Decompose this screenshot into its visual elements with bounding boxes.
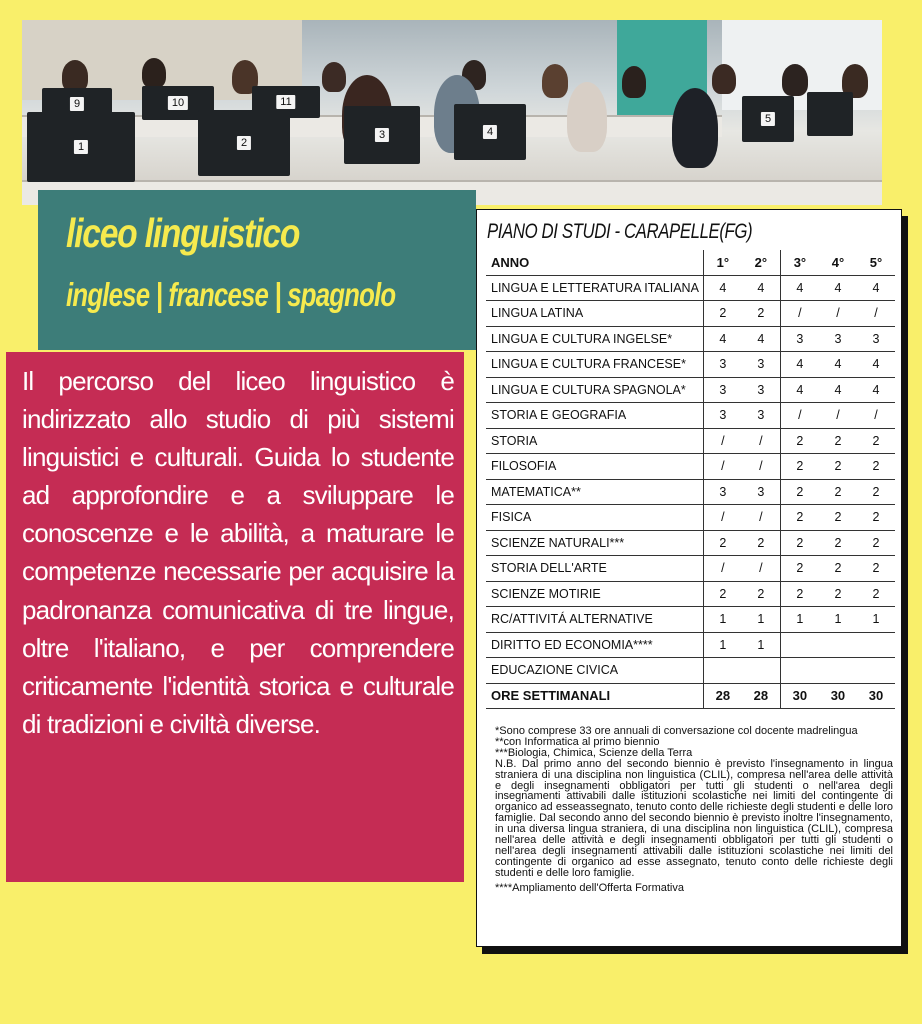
hours-cell: 1 (857, 607, 895, 633)
subject-cell: FILOSOFIA (486, 454, 703, 480)
hours-cell (819, 632, 857, 658)
photo-student (142, 58, 166, 88)
table-row (486, 658, 895, 684)
hours-cell: 3 (703, 352, 742, 378)
hours-cell: 2 (819, 479, 857, 505)
hours-cell: 2 (857, 428, 895, 454)
hours-cell: 2 (780, 454, 819, 480)
hours-cell: 4 (857, 275, 895, 301)
hours-cell: / (703, 505, 742, 531)
note: *Sono comprese 33 ore annuali di conversazione col docente madrelingua (495, 725, 858, 737)
note: ****Ampliamento dell'Offerta Formativa (495, 881, 684, 894)
hours-cell: / (742, 428, 781, 454)
hours-cell: 2 (780, 581, 819, 607)
hours-cell: / (857, 403, 895, 429)
photo-monitor: 4 (454, 104, 526, 160)
table-row (486, 530, 895, 556)
header-cell: 5° (857, 250, 895, 275)
hours-cell: 2 (742, 581, 781, 607)
photo-student (322, 62, 346, 92)
hours-cell: 2 (742, 530, 781, 556)
photo-student (712, 64, 736, 94)
hours-cell: 2 (819, 505, 857, 531)
table-row (486, 581, 895, 607)
hours-cell: 2 (857, 479, 895, 505)
hours-cell: 2 (857, 505, 895, 531)
hours-cell: / (742, 454, 781, 480)
photo-monitor: 1 (27, 112, 135, 182)
study-plan-card (476, 209, 902, 947)
hours-cell: 4 (819, 352, 857, 378)
hours-cell: / (703, 454, 742, 480)
hours-cell (742, 658, 781, 684)
hours-cell (819, 658, 857, 684)
note: **con Informatica al primo biennio (495, 735, 660, 748)
hours-cell: / (742, 556, 781, 582)
photo-monitor: 11 (252, 86, 320, 118)
hours-cell: 4 (703, 275, 742, 301)
description-box (6, 352, 464, 882)
table-row (486, 403, 895, 429)
hours-cell: / (857, 301, 895, 327)
total-cell: 30 (819, 683, 857, 709)
title-box (38, 190, 476, 350)
table-row (486, 377, 895, 403)
hours-cell: 4 (780, 352, 819, 378)
hours-cell: 4 (780, 275, 819, 301)
hours-cell: 4 (819, 275, 857, 301)
subject-cell: STORIA E GEOGRAFIA (486, 403, 703, 429)
classroom-photo (22, 20, 882, 205)
photo-student (672, 88, 718, 168)
photo-student (622, 66, 646, 98)
subject-cell: LINGUA E CULTURA INGELSE* (486, 326, 703, 352)
hours-cell: 2 (703, 301, 742, 327)
hours-cell: 4 (780, 377, 819, 403)
table-row (486, 479, 895, 505)
subject-cell: SCIENZE NATURALI*** (486, 530, 703, 556)
hours-cell: 2 (780, 556, 819, 582)
hours-cell: 3 (742, 352, 781, 378)
note: ***Biologia, Chimica, Scienze della Terra (495, 746, 693, 759)
total-cell: 28 (742, 683, 781, 709)
hours-cell: 3 (742, 377, 781, 403)
page-subtitle: inglese | francese | spagnolo (66, 276, 396, 313)
hours-cell: / (819, 301, 857, 327)
hours-cell: 2 (819, 454, 857, 480)
table-header-row (486, 250, 895, 275)
table-row (486, 505, 895, 531)
subject-cell: STORIA DELL'ARTE (486, 556, 703, 582)
hours-cell: / (742, 505, 781, 531)
hours-cell: 1 (742, 632, 781, 658)
hours-cell: 3 (742, 403, 781, 429)
hours-cell: / (819, 403, 857, 429)
subject-cell: LINGUA E CULTURA SPAGNOLA* (486, 377, 703, 403)
hours-cell: 4 (742, 275, 781, 301)
hours-cell: 2 (780, 530, 819, 556)
table-row (486, 275, 895, 301)
hours-cell: 4 (819, 377, 857, 403)
subject-cell: MATEMATICA** (486, 479, 703, 505)
hours-cell: 2 (780, 505, 819, 531)
subject-cell: LINGUA E LETTERATURA ITALIANA (486, 275, 703, 301)
photo-student (782, 64, 808, 96)
hours-cell (857, 632, 895, 658)
hours-cell: 1 (780, 607, 819, 633)
hours-cell: 2 (780, 479, 819, 505)
study-plan-table (486, 250, 895, 709)
hours-cell: 4 (703, 326, 742, 352)
hours-cell (857, 658, 895, 684)
photo-monitor: 3 (344, 106, 420, 164)
header-cell: 3° (780, 250, 819, 275)
photo-student (542, 64, 568, 98)
header-cell: 4° (819, 250, 857, 275)
header-cell: 2° (742, 250, 781, 275)
hours-cell: 4 (857, 377, 895, 403)
subject-cell: DIRITTO ED ECONOMIA**** (486, 632, 703, 658)
total-cell: 30 (780, 683, 819, 709)
hours-cell: / (703, 556, 742, 582)
photo-monitor: 5 (742, 96, 794, 142)
hours-cell: 2 (819, 530, 857, 556)
hours-cell: 2 (703, 530, 742, 556)
photo-monitor (807, 92, 853, 136)
hours-cell: 1 (742, 607, 781, 633)
photo-monitor: 9 (42, 88, 112, 120)
subject-cell: STORIA (486, 428, 703, 454)
table-row (486, 428, 895, 454)
hours-cell: 1 (703, 632, 742, 658)
subject-cell: LINGUA LATINA (486, 301, 703, 327)
hours-cell: / (703, 428, 742, 454)
header-cell: ANNO (486, 250, 703, 275)
table-row (486, 454, 895, 480)
hours-cell: 3 (703, 377, 742, 403)
hours-cell: 2 (857, 556, 895, 582)
hours-cell: 1 (819, 607, 857, 633)
hours-cell: 2 (742, 301, 781, 327)
table-row (486, 326, 895, 352)
note-nb: N.B. Dal primo anno del secondo biennio è previsto l'insegnamento in lingua straniera di una disciplina non linguistica (CLIL), compresa nell'area delle attività e degli insegnamenti obbligatori per tutti gli studenti o nell'area degli insegnamenti attivabili dalle istituzioni scolastiche nei limiti del contingente di organico ad esseassegnato, tenuto conto delle richieste degli studenti e delle loro famiglie. Dal secondo anno del secondo biennio è previsto inoltre l'insegnamento, in una diversa lingua straniera, di una disciplina non linguistica (CLIL), compresa nell'area delle attività e degli insegnamenti obbligatori per tutti gli studenti o nell'area degli insegnamenti attivabili dalle istituzioni scolastiche nei limiti del contingente di organico ad esse assegnato, tenuto conto delle richieste degli studenti e delle loro famiglie. (495, 757, 893, 879)
hours-cell (780, 658, 819, 684)
hours-cell: 3 (857, 326, 895, 352)
table-row (486, 556, 895, 582)
table-row (486, 301, 895, 327)
hours-cell: 4 (742, 326, 781, 352)
description-text: Il percorso del liceo linguistico è indirizzato allo studio di più sistemi linguistici e culturali. Guida lo studente ad approfondire e a sviluppare le conoscenze e le abilità, a maturare le competenze necessarie per acquisire la padronanza comunicativa di tre lingue, oltre l'italiano, e per comprendere criticamente l'identità storica e culturale di tradizioni e civiltà diverse. (22, 366, 454, 739)
subject-cell: EDUCAZIONE CIVICA (486, 658, 703, 684)
header-cell: 1° (703, 250, 742, 275)
hours-cell (703, 658, 742, 684)
hours-cell: 2 (819, 428, 857, 454)
hours-cell: 2 (857, 530, 895, 556)
hours-cell: 2 (857, 454, 895, 480)
total-label: ORE SETTIMANALI (486, 683, 703, 709)
subject-cell: FISICA (486, 505, 703, 531)
hours-cell: 3 (780, 326, 819, 352)
subject-cell: SCIENZE MOTIRIE (486, 581, 703, 607)
hours-cell: 3 (742, 479, 781, 505)
hours-cell: / (780, 403, 819, 429)
photo-monitor: 10 (142, 86, 214, 120)
hours-cell: 2 (857, 581, 895, 607)
subject-cell: LINGUA E CULTURA FRANCESE* (486, 352, 703, 378)
page-title: liceo linguistico (66, 210, 300, 256)
table-row (486, 607, 895, 633)
total-cell: 28 (703, 683, 742, 709)
plan-notes (495, 726, 893, 894)
total-row (486, 683, 895, 709)
hours-cell: 3 (703, 403, 742, 429)
hours-cell: 3 (703, 479, 742, 505)
photo-student (567, 82, 607, 152)
photo-monitor: 2 (198, 110, 290, 176)
table-row (486, 352, 895, 378)
subject-cell: RC/ATTIVITÁ ALTERNATIVE (486, 607, 703, 633)
hours-cell: 1 (703, 607, 742, 633)
table-row (486, 632, 895, 658)
plan-title: PIANO DI STUDI - CARAPELLE(FG) (487, 220, 753, 243)
hours-cell: 2 (819, 581, 857, 607)
hours-cell: 4 (857, 352, 895, 378)
hours-cell: / (780, 301, 819, 327)
total-cell: 30 (857, 683, 895, 709)
hours-cell (780, 632, 819, 658)
hours-cell: 2 (703, 581, 742, 607)
hours-cell: 3 (819, 326, 857, 352)
hours-cell: 2 (780, 428, 819, 454)
hours-cell: 2 (819, 556, 857, 582)
